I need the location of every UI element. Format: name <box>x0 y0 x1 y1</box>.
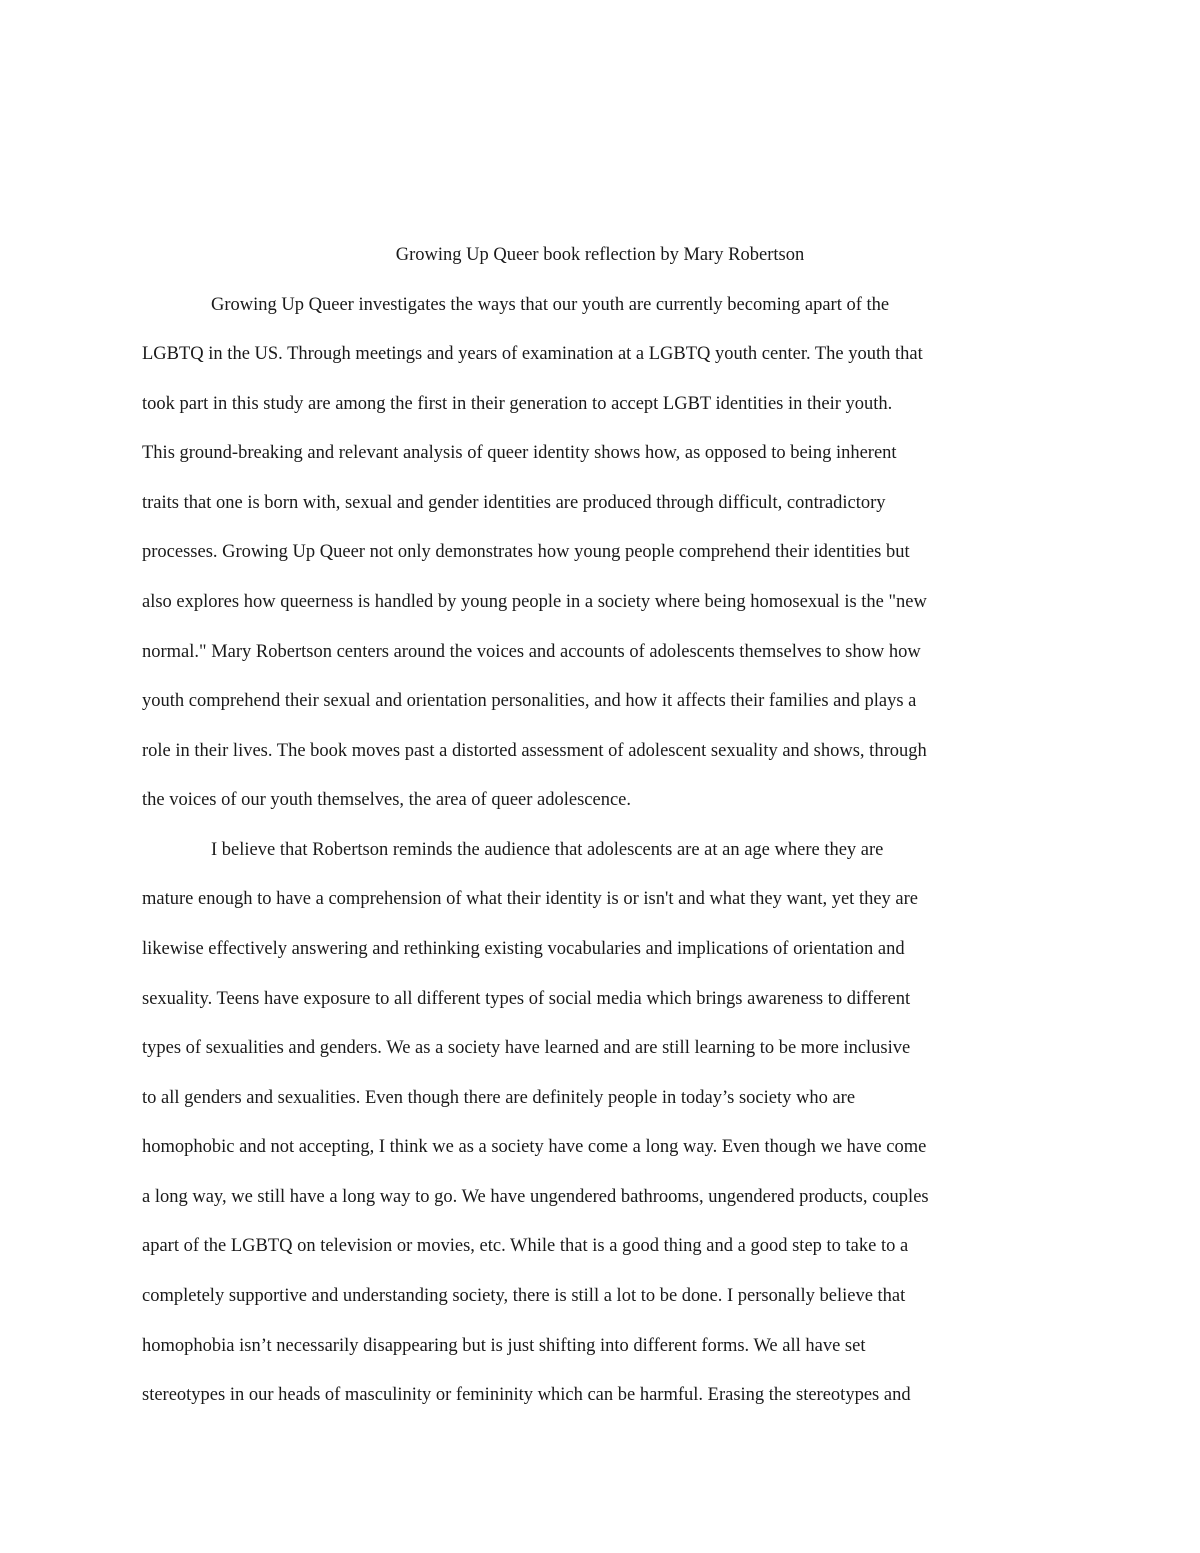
paragraph-2-line: a long way, we still have a long way to go. We have ungendered bathrooms, ungendered products, couples <box>142 1187 929 1207</box>
paragraph-1-line: the voices of our youth themselves, the area of queer adolescence. <box>142 790 632 810</box>
paragraph-2-line: likewise effectively answering and rethinking existing vocabularies and implications of orientation and <box>142 939 905 959</box>
paragraph-1-line: took part in this study are among the first in their generation to accept LGBT identities in their youth. <box>142 394 893 414</box>
paragraph-2-line: apart of the LGBTQ on television or movies, etc. While that is a good thing and a good step to take to a <box>142 1236 909 1256</box>
paragraph-1-line: role in their lives. The book moves past a distorted assessment of adolescent sexuality and shows, through <box>142 741 927 761</box>
paragraph-1-line: LGBTQ in the US. Through meetings and years of examination at a LGBTQ youth center. The youth that <box>142 344 923 364</box>
paragraph-2-line: homophobic and not accepting, I think we as a society have come a long way. Even though we have come <box>142 1137 927 1157</box>
paragraph-1-line: youth comprehend their sexual and orientation personalities, and how it affects their families and plays a <box>142 691 917 711</box>
paragraph-2-line: to all genders and sexualities. Even though there are definitely people in today’s society who are <box>142 1088 856 1108</box>
paragraph-2-line: types of sexualities and genders. We as a society have learned and are still learning to be more inclusive <box>142 1038 911 1058</box>
paragraph-1-line: processes. Growing Up Queer not only demonstrates how young people comprehend their identities but <box>142 542 910 562</box>
paragraph-2-line: completely supportive and understanding society, there is still a lot to be done. I personally believe that <box>142 1286 906 1306</box>
paragraph-2-line: homophobia isn’t necessarily disappearing but is just shifting into different forms. We all have set <box>142 1336 866 1356</box>
paragraph-1-line: normal." Mary Robertson centers around the voices and accounts of adolescents themselves to show how <box>142 642 921 662</box>
paragraph-1-line: also explores how queerness is handled by young people in a society where being homosexual is the "new <box>142 592 927 612</box>
paragraph-1-line: traits that one is born with, sexual and gender identities are produced through difficult, contradictory <box>142 493 886 513</box>
document-title: Growing Up Queer book reflection by Mary Robertson <box>395 245 805 265</box>
paragraph-2-line: I believe that Robertson reminds the audience that adolescents are at an age where they are <box>211 840 884 860</box>
paragraph-1-line: This ground-breaking and relevant analysis of queer identity shows how, as opposed to being inherent <box>142 443 897 463</box>
paragraph-2-line: stereotypes in our heads of masculinity or femininity which can be harmful. Erasing the stereotypes and <box>142 1385 911 1405</box>
paragraph-2-line: sexuality. Teens have exposure to all different types of social media which brings awareness to different <box>142 989 911 1009</box>
paragraph-2-line: mature enough to have a comprehension of what their identity is or isn't and what they want, yet they are <box>142 889 918 909</box>
paragraph-1-line: Growing Up Queer investigates the ways that our youth are currently becoming apart of the <box>211 295 890 315</box>
